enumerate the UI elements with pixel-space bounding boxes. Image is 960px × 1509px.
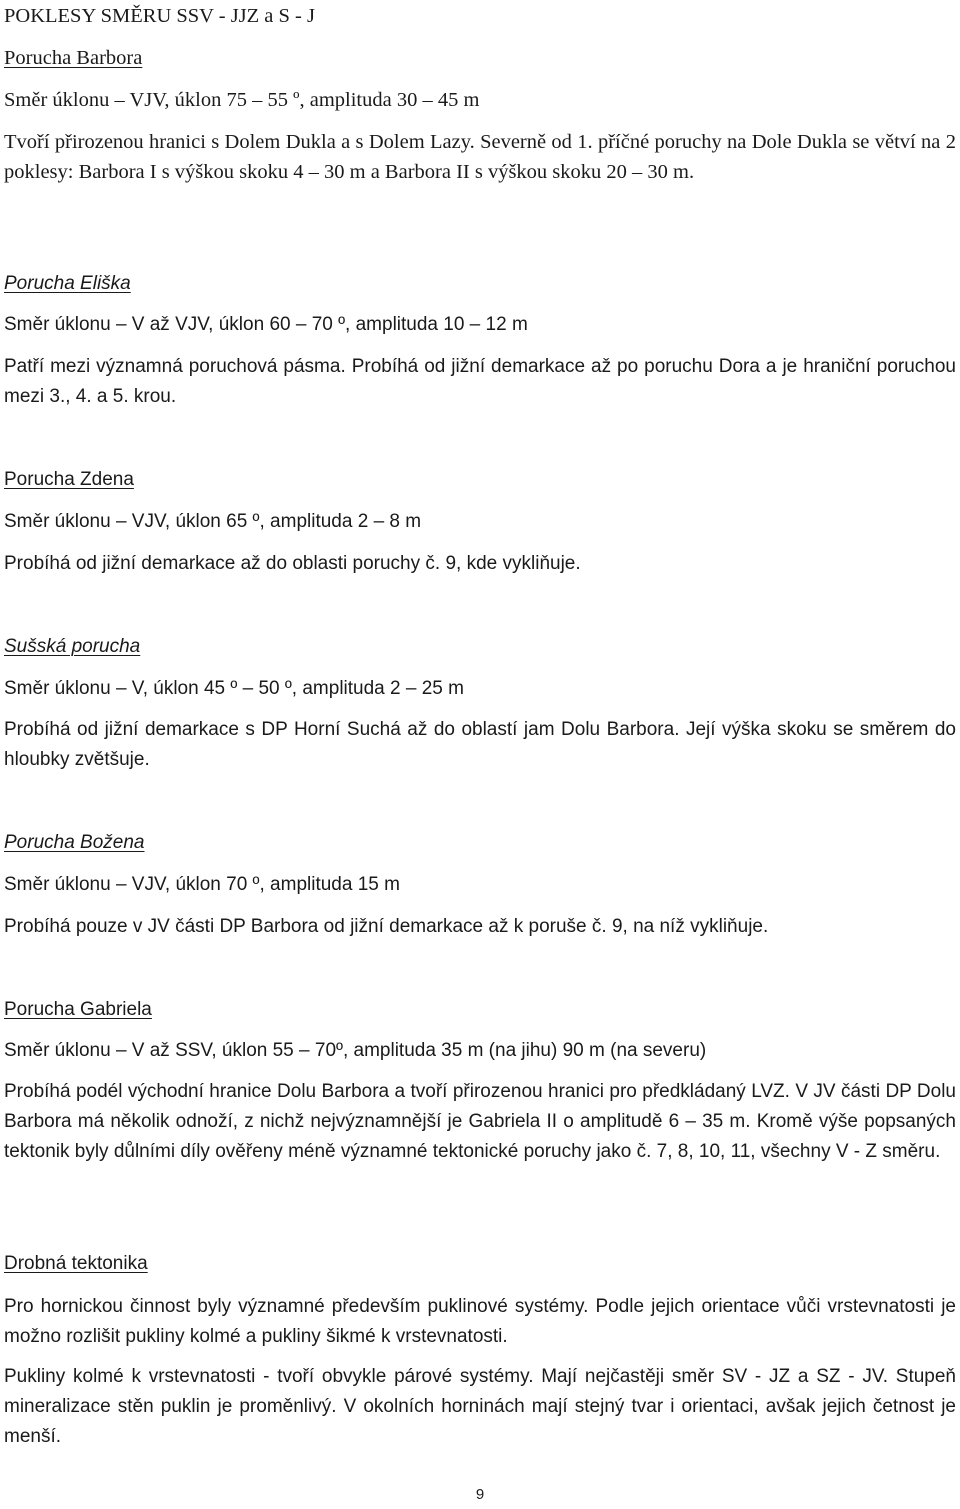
section-heading-bozena: Porucha Božena xyxy=(4,832,145,853)
section-paragraph-drobna-1: Pro hornickou činnost byly významné především puklinové systémy. Podle jejich orientace vůči vrstevnatosti je možno rozlišit pukliny kolmé a pukliny šikmé k vrstevnatosti. xyxy=(4,1296,956,1347)
section-attributes-susska: Směr úklonu – V, úklon 45 º – 50 º, amplituda 2 – 25 m xyxy=(4,678,464,699)
section-description-susska: Probíhá od jižní demarkace s DP Horní Suchá až do oblastí jam Dolu Barbora. Její výška skoku se směrem do hloubky zvětšuje. xyxy=(4,719,956,770)
section-paragraph-drobna-2: Pukliny kolmé k vrstevnatosti - tvoří obvykle párové systémy. Mají nejčastěji směr SV - JZ a SZ - JV. Stupeň mineralizace stěn puklin je proměnlivý. V okolních horninách mají stejný tvar i orientaci, avšak jejich četnost je menší. xyxy=(4,1366,956,1447)
section-heading-drobna: Drobná tektonika xyxy=(4,1253,148,1274)
document-title: POKLESY SMĚRU SSV - JJZ a S - J xyxy=(4,5,315,27)
section-description-zdena: Probíhá od jižní demarkace až do oblasti poruchy č. 9, kde vykliňuje. xyxy=(4,553,581,574)
section-heading-eliska: Porucha Eliška xyxy=(4,273,131,294)
section-description-eliska: Patří mezi významná poruchová pásma. Probíhá od jižní demarkace až po poruchu Dora a je hraniční poruchou mezi 3., 4. a 5. krou. xyxy=(4,356,956,407)
section-heading-susska: Sušská porucha xyxy=(4,636,141,657)
section-description-bozena: Probíhá pouze v JV části DP Barbora od jižní demarkace až k poruše č. 9, na níž vykliňuje. xyxy=(4,916,769,937)
section-attributes-bozena: Směr úklonu – VJV, úklon 70 º, amplituda 15 m xyxy=(4,874,400,895)
section-heading-zdena: Porucha Zdena xyxy=(4,469,134,490)
section-description-gabriela: Probíhá podél východní hranice Dolu Barbora a tvoří přirozenou hranici pro předkládaný LVZ. V JV části DP Dolu Barbora má několik odnoží, z nichž nejvýznamnější je Gabriela II o amplitudě 6 – 35 m. Kromě výše popsaných tektonik byly důlními díly ověřeny méně významné tektonické poruchy jako č. 7, 8, 10, 11, všechny V - Z směru. xyxy=(4,1081,956,1162)
page-number: 9 xyxy=(475,1486,485,1503)
section-attributes-eliska: Směr úklonu – V až VJV, úklon 60 – 70 º, amplituda 10 – 12 m xyxy=(4,314,528,335)
section-attributes-gabriela: Směr úklonu – V až SSV, úklon 55 – 70º, amplituda 35 m (na jihu) 90 m (na severu) xyxy=(4,1040,707,1061)
section-description-barbora: Tvoří přirozenou hranici s Dolem Dukla a s Dolem Lazy. Severně od 1. příčné poruchy na Dole Dukla se větví na 2 poklesy: Barbora I s výškou skoku 4 – 30 m a Barbora II s výškou skoku 20 – 30 m. xyxy=(4,131,956,183)
section-heading-barbora: Porucha Barbora xyxy=(4,47,143,69)
section-attributes-zdena: Směr úklonu – VJV, úklon 65 º, amplituda 2 – 8 m xyxy=(4,511,422,532)
section-heading-gabriela: Porucha Gabriela xyxy=(4,999,152,1020)
section-attributes-barbora: Směr úklonu – VJV, úklon 75 – 55 º, amplituda 30 – 45 m xyxy=(4,89,480,111)
